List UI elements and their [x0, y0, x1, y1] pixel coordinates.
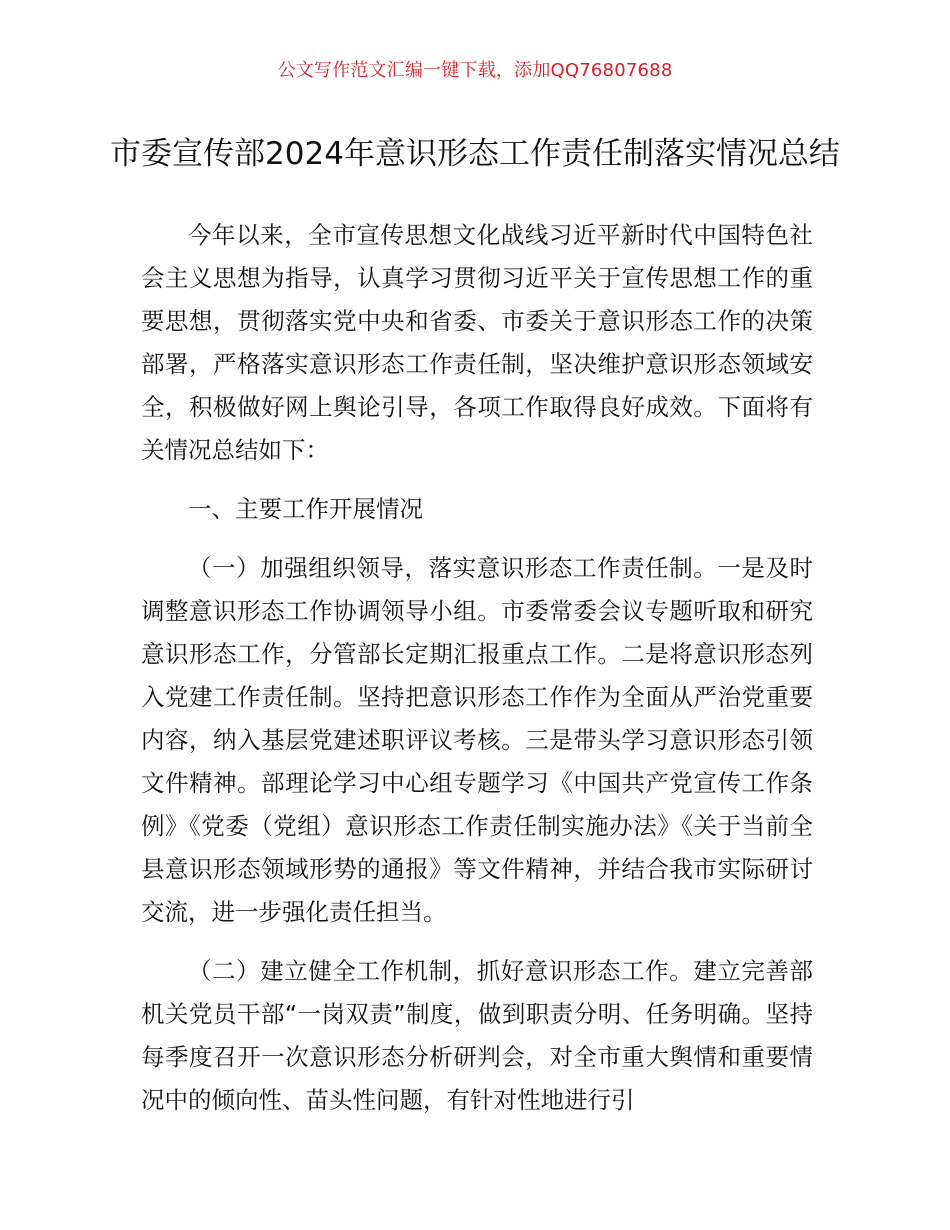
intro-paragraph: 今年以来，全市宣传思想文化战线习近平新时代中国特色社会主义思想为指导，认真学习贯彻习近平关于宣传思想工作的重要思想，贯彻落实党中央和省委、市委关于意识形态工作的决策部署，严格落实意识形态工作责任制，坚决维护意识形态领域安全，积极做好网上舆论引导，各项工作取得良好成效。下面将有关情况总结如下： [141, 221, 813, 464]
document-title: 市委宣传部2024年意识形态工作责任制落实情况总结 [110, 135, 840, 172]
paragraph-working-mechanism: （二）建立健全工作机制，抓好意识形态工作。建立完善部机关党员干部“一岗双责”制度，做到职责分明、任务明确。坚持每季度召开一次意识形态分析研判会，对全市重大舆情和重要情况中的倾向性、苗头性问题，有针对性地进行引 [141, 957, 813, 1114]
document-body [141, 214, 813, 1138]
download-promo-note: 公文写作范文汇编一键下载，添加QQ76807688 [277, 60, 673, 81]
section-heading-main-work: 一、主要工作开展情况 [188, 495, 423, 523]
paragraph-organization-leadership: （一）加强组织领导，落实意识形态工作责任制。一是及时调整意识形态工作协调领导小组。市委常委会议专题听取和研究意识形态工作，分管部长定期汇报重点工作。二是将意识形态列入党建工作责任制。坚持把意识形态工作作为全面从严治党重要内容，纳入基层党建述职评议考核。三是带头学习意识形态引领文件精神。部理论学习中心组专题学习《中国共产党宣传工作条例》《党委（党组）意识形态工作责任制实施办法》《关于当前全县意识形态领域形势的通报》等文件精神，并结合我市实际研讨交流，进一步强化责任担当。 [141, 554, 813, 926]
